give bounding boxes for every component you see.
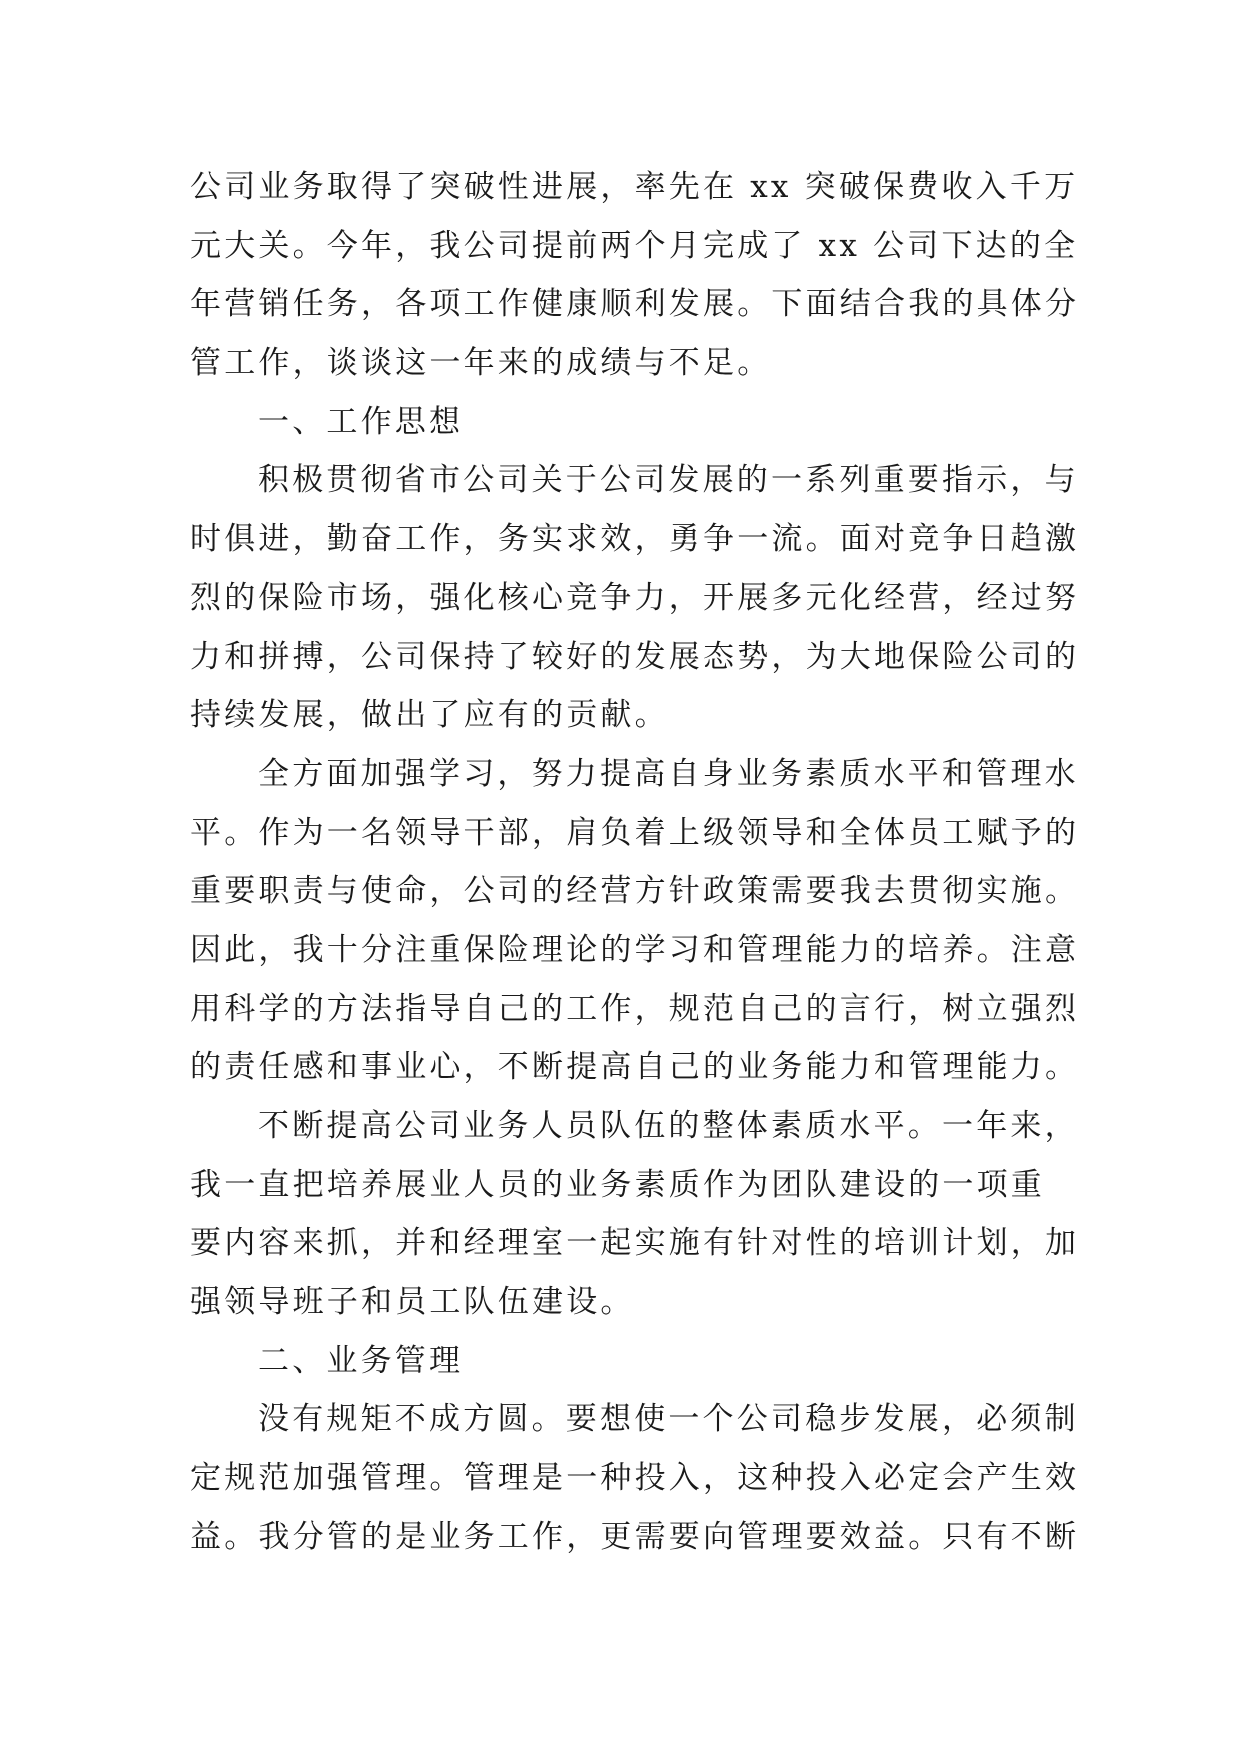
text-line: 用科学的方法指导自己的工作，规范自己的言行，树立强烈 [190, 990, 1080, 1027]
text-line: 年营销任务，各项工作健康顺利发展。下面结合我的具体分 [190, 286, 1080, 323]
text-line: 积极贯彻省市公司关于公司发展的一系列重要指示，与 [258, 462, 1079, 499]
text-line: 定规范加强管理。管理是一种投入，这种投入必定会产生效 [190, 1460, 1080, 1497]
text-line: 全方面加强学习，努力提高自身业务素质水平和管理水 [258, 755, 1079, 792]
text-line: 因此，我十分注重保险理论的学习和管理能力的培养。注意 [190, 931, 1080, 968]
text-line: 一、工作思想 [258, 403, 464, 440]
text-line: 烈的保险市场，强化核心竞争力，开展多元化经营，经过努 [190, 579, 1080, 616]
text-line: 要内容来抓，并和经理室一起实施有针对性的培训计划，加 [190, 1225, 1080, 1262]
text-line: 二、业务管理 [258, 1342, 464, 1379]
text-line: 管工作，谈谈这一年来的成绩与不足。 [190, 345, 772, 382]
text-line: 没有规矩不成方圆。要想使一个公司稳步发展，必须制 [258, 1401, 1079, 1438]
document-body [190, 158, 1080, 1567]
text-line: 公司业务取得了突破性进展，率先在 xx 突破保费收入千万 [190, 169, 1079, 205]
text-line: 平。作为一名领导干部，肩负着上级领导和全体员工赋予的 [190, 814, 1080, 851]
text-line: 强领导班子和员工队伍建设。 [190, 1284, 635, 1321]
text-line: 益。我分管的是业务工作，更需要向管理要效益。只有不断 [190, 1518, 1080, 1555]
text-line: 元大关。今年，我公司提前两个月完成了 xx 公司下达的全 [190, 227, 1079, 264]
text-line: 力和拼搏，公司保持了较好的发展态势，为大地保险公司的 [190, 638, 1080, 675]
text-line: 的责任感和事业心，不断提高自己的业务能力和管理能力。 [190, 1049, 1080, 1086]
text-line: 时俱进，勤奋工作，务实求效，勇争一流。面对竞争日趋激 [190, 521, 1080, 558]
text-line: 重要职责与使命，公司的经营方针政策需要我去贯彻实施。 [190, 873, 1080, 910]
text-line: 我一直把培养展业人员的业务素质作为团队建设的一项重 [190, 1166, 1045, 1203]
text-line: 持续发展，做出了应有的贡献。 [190, 697, 669, 734]
text-line: 不断提高公司业务人员队伍的整体素质水平。一年来， [258, 1108, 1079, 1144]
